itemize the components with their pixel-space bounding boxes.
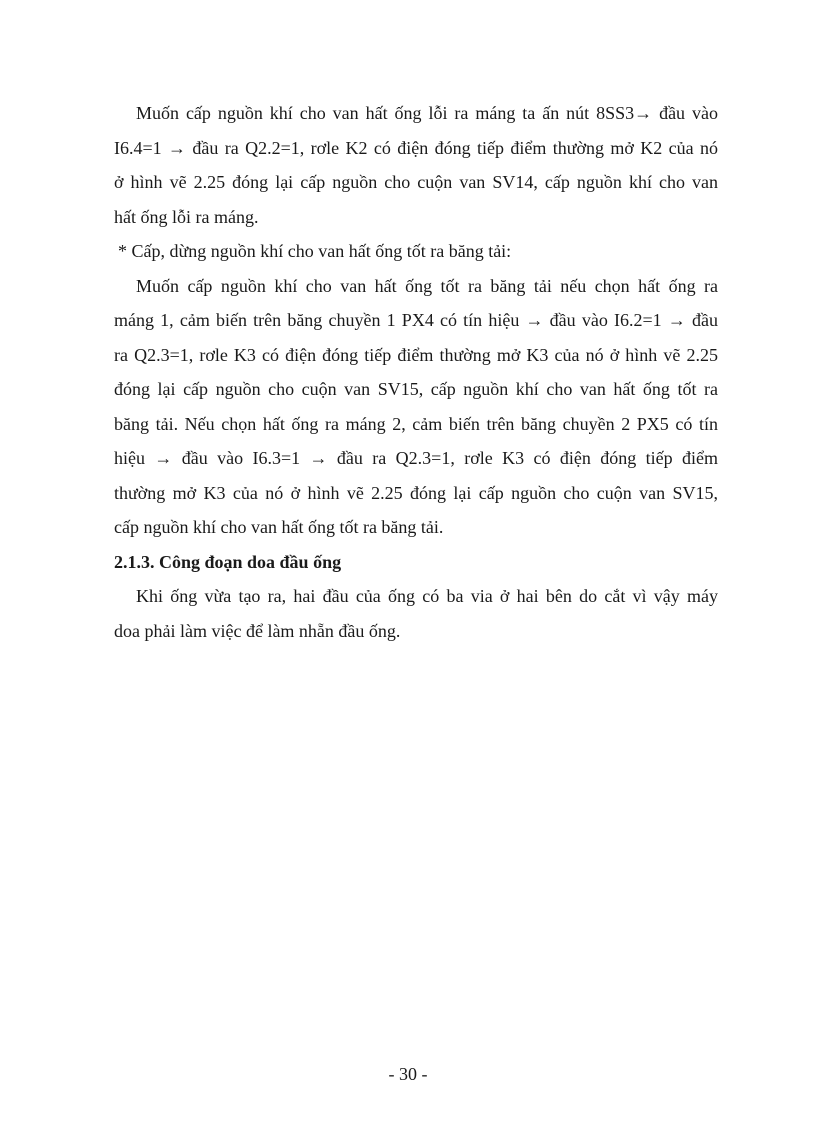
paragraph-line: Muốn cấp nguồn khí cho van hất ống lỗi ra máng ta ấn nút 8SS3→ đầu vào xyxy=(136,103,718,123)
paragraph-line: I6.4=1 → đầu ra Q2.2=1, rơle K2 có điện đóng tiếp điểm thường mở K2 của nó xyxy=(114,137,718,158)
paragraph-line: Khi ống vừa tạo ra, hai đầu của ống có ba via ở hai bên do cắt vì vậy máy xyxy=(136,586,718,606)
paragraph-line: Muốn cấp nguồn khí cho van hất ống tốt ra băng tải nếu chọn hất ống ra xyxy=(136,275,718,296)
paragraph-line: cấp nguồn khí cho van hất ống tốt ra băng tải. xyxy=(114,517,444,537)
paragraph-2 xyxy=(114,269,718,545)
paragraph-line: băng tải. Nếu chọn hất ống ra máng 2, cảm biến trên băng chuyền 2 PX5 có tín xyxy=(114,413,718,434)
paragraph-line: hiệu → đầu vào I6.3=1 → đầu ra Q2.3=1, rơle K3 có điện đóng tiếp điểm xyxy=(114,448,718,468)
paragraph-line: ra Q2.3=1, rơle K3 có điện đóng tiếp điểm thường mở K3 của nó ở hình vẽ 2.25 xyxy=(114,344,718,365)
document-page xyxy=(114,96,718,648)
page-number: - 30 - xyxy=(388,1064,428,1084)
paragraph-line: đóng lại cấp nguồn cho cuộn van SV15, cấp nguồn khí cho van hất ống tốt ra xyxy=(114,379,718,399)
paragraph-1 xyxy=(114,96,718,234)
section-heading: 2.1.3. Công đoạn doa đầu ống xyxy=(114,551,342,572)
bullet-line: * Cấp, dừng nguồn khí cho van hất ống tốt ra băng tải: xyxy=(118,241,512,261)
paragraph-3 xyxy=(114,579,718,648)
paragraph-line: máng 1, cảm biến trên băng chuyền 1 PX4 có tín hiệu → đầu vào I6.2=1 → đầu xyxy=(114,310,718,330)
paragraph-line: ở hình vẽ 2.25 đóng lại cấp nguồn cho cuộn van SV14, cấp nguồn khí cho van xyxy=(114,172,718,192)
paragraph-line: doa phải làm việc để làm nhẵn đầu ống. xyxy=(114,620,401,641)
paragraph-line: hất ống lỗi ra máng. xyxy=(114,206,259,227)
paragraph-line: thường mở K3 của nó ở hình vẽ 2.25 đóng lại cấp nguồn cho cuộn van SV15, xyxy=(114,482,718,503)
